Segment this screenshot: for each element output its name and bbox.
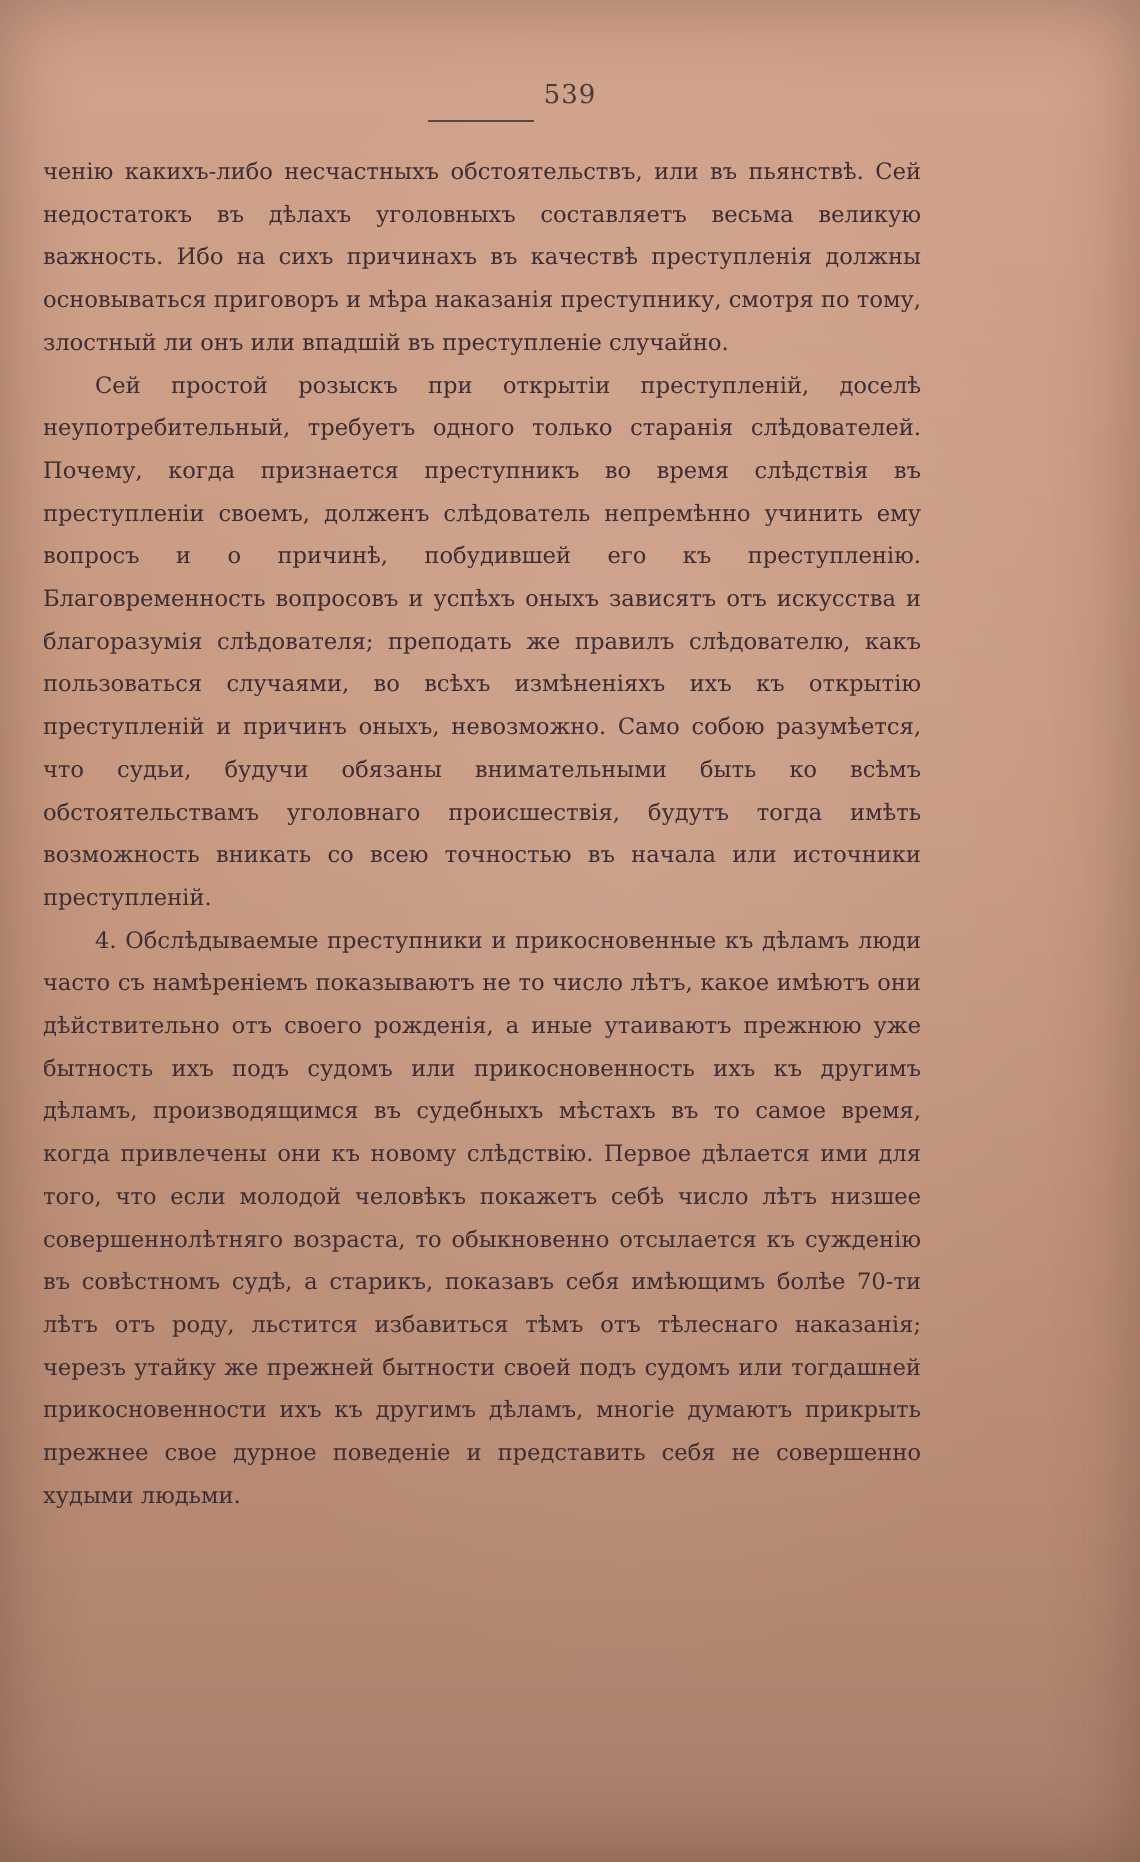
paragraph-continuation: ченію какихъ-либо несчастныхъ обстоятельствъ, или въ пьянствѣ. Сей недостатокъ въ дѣлахъ уголовныхъ составляетъ весьма великую важность. Ибо на сихъ причинахъ въ качествѣ преступленія должны основываться приговоръ и мѣра наказанія преступнику, смотря по тому, злостный ли онъ или впадшій въ преступленіе случайно. — [43, 159, 921, 356]
paragraph-point-4: 4. Обслѣдываемые преступники и прикосновенные къ дѣламъ люди часто съ намѣреніемъ показываютъ не то число лѣтъ, какое имѣютъ они дѣйствительно отъ своего рожденія, а иные утаиваютъ прежнюю уже бытность ихъ подъ судомъ или прикосновенность ихъ къ другимъ дѣламъ, производящимся въ судебныхъ мѣстахъ въ то самое время, когда привлечены они къ новому слѣдствію. Первое дѣлается ими для того, что если молодой человѣкъ покажетъ себѣ число лѣтъ низшее совершеннолѣтняго возраста, то обыкновенно отсылается къ сужденію въ совѣстномъ судѣ, а старикъ, показавъ себя имѣющимъ болѣе 70-ти лѣтъ отъ роду, льстится избавиться тѣмъ отъ тѣлеснаго наказанія; черезъ утайку же прежней бытности своей подъ судомъ или тогдашней прикосновенности ихъ къ другимъ дѣламъ, многіе думаютъ прикрыть прежнее свое дурное поведеніе и представить себя не совершенно худыми людьми. — [43, 927, 921, 1509]
page-number-rule — [428, 120, 534, 122]
body-text — [43, 151, 921, 1518]
paragraph-search: Сей простой розыскъ при открытіи преступленій, доселѣ неупотребительный, требуетъ одного только старанія слѣдователей. Почему, когда признается преступникъ во время слѣдствія въ преступленіи своемъ, долженъ слѣдователь непремѣнно учинить ему вопросъ и о причинѣ, побудившей его къ преступленію. Благовременность вопросовъ и успѣхъ оныхъ зависятъ отъ искусства и благоразумія слѣдователя; преподать же правилъ слѣдователю, какъ пользоваться случаями, во всѣхъ измѣненіяхъ ихъ къ открытію преступленій и причинъ оныхъ, невозможно. Само собою разумѣется, что судьи, будучи обязаны внимательными быть ко всѣмъ обстоятельствамъ уголовнаго происшествія, будутъ тогда имѣть возможность вникать со всею точностью въ начала или источники преступленій. — [43, 372, 921, 911]
page-number: 539 — [543, 80, 597, 110]
